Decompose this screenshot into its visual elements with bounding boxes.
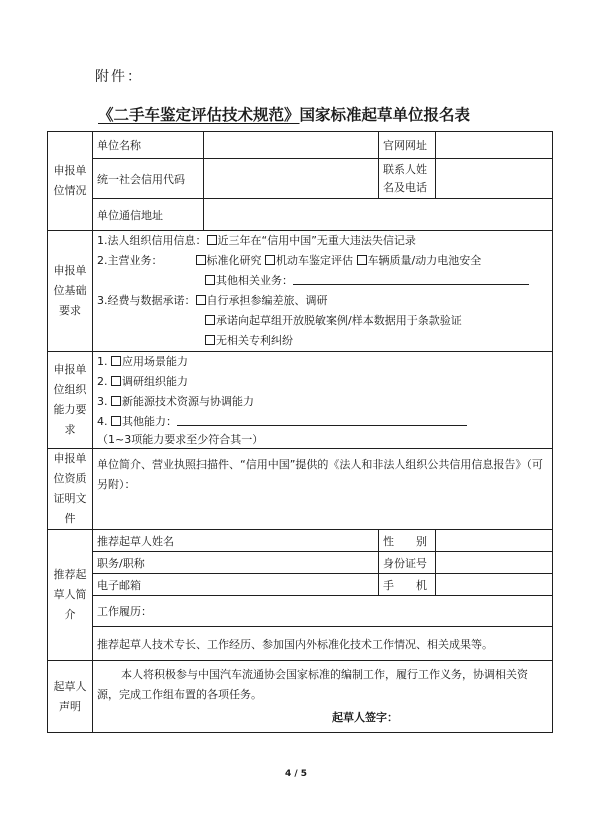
gender-field[interactable] xyxy=(436,530,553,552)
contact-label: 联系人姓名及电话 xyxy=(379,159,436,199)
position-label: 职务/职称 xyxy=(93,552,379,574)
title-standard-name: 《二手车鉴定评估技术规范》 xyxy=(98,106,300,124)
credit-code-field[interactable] xyxy=(204,159,379,199)
checkbox-vehicle-appraisal[interactable] xyxy=(265,255,275,265)
credit-info-label: 1.法人组织信用信息： xyxy=(97,234,207,247)
capability-4-number: 4. xyxy=(97,415,108,428)
credit-info-option: 近三年在“信用中国”无重大违法失信记录 xyxy=(217,234,416,247)
attachment-label: 附件： xyxy=(95,69,143,85)
unit-name-field[interactable] xyxy=(204,132,379,159)
checkbox-open-data[interactable] xyxy=(205,315,215,325)
address-field[interactable] xyxy=(204,199,553,231)
funding-commitment-label: 3.经费与数据承诺： xyxy=(97,294,196,307)
capability-1-label: 应用场景能力 xyxy=(122,355,188,368)
basic-requirements-content xyxy=(93,231,553,352)
id-number-field[interactable] xyxy=(436,552,553,574)
work-history-note: 推荐起草人技术专长、工作经历、参加国内外标准化技术工作情况、相关成果等。 xyxy=(93,627,553,661)
checkbox-other-capability[interactable] xyxy=(111,416,121,426)
capability-1-number: 1. xyxy=(97,355,108,368)
contact-field[interactable] xyxy=(436,159,553,199)
unit-name-label: 单位名称 xyxy=(93,132,204,159)
section-basic-requirements-label: 申报单位基础要求 xyxy=(48,231,93,352)
checkbox-other-business[interactable] xyxy=(205,275,215,285)
section-declaration-label: 起草人声明 xyxy=(48,661,93,733)
option-no-patent-dispute: 无相关专利纠纷 xyxy=(216,334,293,347)
capability-4-label: 其他能力： xyxy=(122,415,177,428)
capability-note: （1~3项能力要求至少符合其一） xyxy=(97,433,264,446)
phone-field[interactable] xyxy=(436,574,553,596)
other-business-field[interactable] xyxy=(293,273,529,285)
drafter-name-label: 推荐起草人姓名 xyxy=(93,530,379,552)
website-label: 官网网址 xyxy=(379,132,436,159)
signature-label[interactable]: 起草人签字： xyxy=(332,711,398,724)
work-history-label[interactable]: 工作履历： xyxy=(93,596,553,627)
option-other-business: 其他相关业务： xyxy=(216,274,293,287)
main-business-label: 2.主营业务： xyxy=(97,254,163,267)
other-capability-field[interactable] xyxy=(177,414,467,426)
option-self-funded: 自行承担参编差旅、调研 xyxy=(206,294,328,307)
option-vehicle-appraisal: 机动车鉴定评估 xyxy=(276,254,353,267)
checkbox-standardization[interactable] xyxy=(196,255,206,265)
checkbox-application-scenario[interactable] xyxy=(111,356,121,366)
section-drafter-label: 推荐起草人简介 xyxy=(48,530,93,661)
section-org-capability-label: 申报单位组织能力要求 xyxy=(48,352,93,449)
checkbox-self-funded[interactable] xyxy=(196,295,206,305)
option-open-data: 承诺向起草组开放脱敏案例/样本数据用于条款验证 xyxy=(216,314,462,327)
credit-code-label: 统一社会信用代码 xyxy=(93,159,204,199)
email-label: 电子邮箱 xyxy=(93,574,379,596)
capability-3-label: 新能源技术资源与协调能力 xyxy=(122,395,254,408)
checkbox-research-organization[interactable] xyxy=(111,376,121,386)
id-number-label: 身份证号 xyxy=(379,552,436,574)
title-rest: 国家标准起草单位报名表 xyxy=(299,106,471,124)
checkbox-no-patent-dispute[interactable] xyxy=(205,335,215,345)
section-qualification-label: 申报单位资质证明文件 xyxy=(48,449,93,530)
phone-label: 手 机 xyxy=(379,574,436,596)
capability-3-number: 3. xyxy=(97,395,108,408)
form-title xyxy=(98,103,470,125)
option-vehicle-quality: 车辆质量/动力电池安全 xyxy=(367,254,482,267)
section-applicant-info-label: 申报单位情况 xyxy=(48,132,93,231)
org-capability-content xyxy=(93,352,553,449)
qualification-content: 单位简介、营业执照扫描件、“信用中国”提供的《法人和非法人组织公共信用信息报告》（可另附）： xyxy=(97,458,543,491)
checkbox-vehicle-quality[interactable] xyxy=(357,255,367,265)
declaration-text: 本人将积极参与中国汽车流通协会国家标准的编制工作，履行工作义务，协调相关资源，完成工作组布置的各项任务。 xyxy=(97,668,528,701)
capability-2-number: 2. xyxy=(97,375,108,388)
page-number: 4 / 5 xyxy=(284,769,308,779)
option-standardization: 标准化研究 xyxy=(206,254,262,267)
checkbox-no-dishonesty[interactable] xyxy=(207,235,217,245)
capability-2-label: 调研组织能力 xyxy=(122,375,188,388)
address-label: 单位通信地址 xyxy=(93,199,204,231)
registration-form-table xyxy=(47,131,553,733)
gender-label: 性 别 xyxy=(379,530,436,552)
website-field[interactable] xyxy=(436,132,553,159)
checkbox-new-energy[interactable] xyxy=(111,396,121,406)
